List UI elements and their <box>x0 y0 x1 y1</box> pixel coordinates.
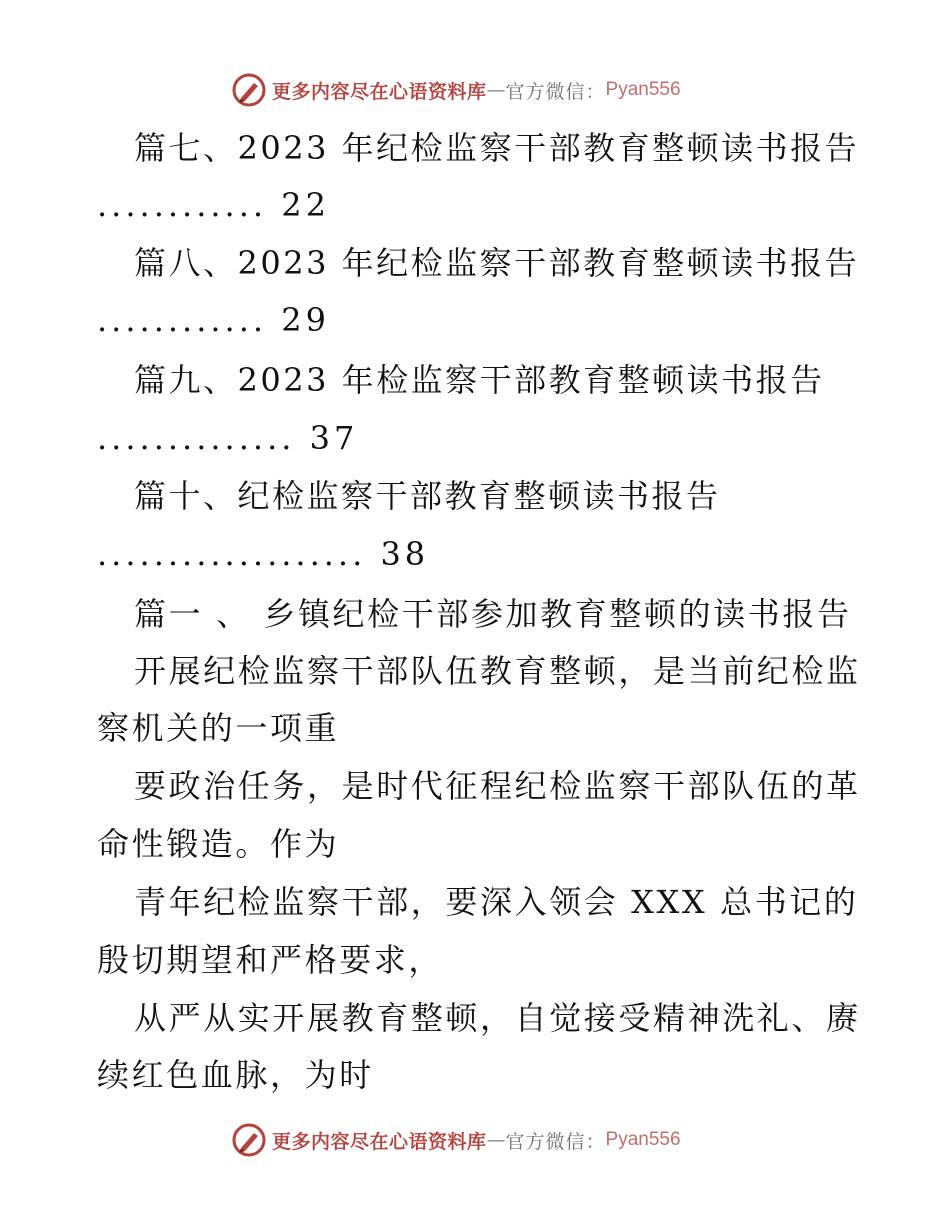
banner-label: 官方微信： <box>505 80 606 103</box>
banner-dash: — <box>486 1129 506 1151</box>
footer-banner <box>232 1122 752 1158</box>
toc-entry-title[interactable]: 篇九、2023 年检监察干部教育整顿读书报告 <box>134 361 825 399</box>
toc-entry-page[interactable]: ................... 38 <box>97 535 430 573</box>
paragraph-line: 命性锻造。作为 <box>97 825 340 863</box>
paragraph-line: 要政治任务，是时代征程纪检监察干部队伍的革 <box>134 767 861 805</box>
toc-entry-title[interactable]: 篇八、2023 年纪检监察干部教育整顿读书报告 <box>134 244 860 282</box>
paragraph-line: 从严从实开展教育整顿，自觉接受精神洗礼、赓 <box>134 999 861 1037</box>
pen-logo-icon <box>232 1123 266 1157</box>
toc-entry-page[interactable]: .............. 37 <box>97 419 359 457</box>
banner-brand: 更多内容尽在心语资料库 <box>272 1130 487 1153</box>
paragraph-line: 殷切期望和严格要求， <box>97 941 444 979</box>
toc-entry-page[interactable]: ............ 22 <box>97 186 330 224</box>
toc-entry-title[interactable]: 篇七、2023 年纪检监察干部教育整顿读书报告 <box>134 129 860 167</box>
toc-entry-title[interactable]: 篇十、纪检监察干部教育整顿读书报告 <box>134 477 721 515</box>
paragraph-line: 续红色血脉，为时 <box>97 1056 374 1094</box>
banner-label: 官方微信： <box>505 1130 606 1153</box>
banner-handle: Pyan556 <box>605 1129 681 1150</box>
article-heading: 篇一 、 乡镇纪检干部参加教育整顿的读书报告 <box>134 595 852 633</box>
banner-handle: Pyan556 <box>605 79 681 100</box>
pen-logo-icon <box>232 73 266 107</box>
banner-brand: 更多内容尽在心语资料库 <box>272 80 487 103</box>
paragraph-line: 察机关的一项重 <box>97 709 340 747</box>
banner-dash: — <box>486 79 506 101</box>
paragraph-line: 青年纪检监察干部，要深入领会 XXX 总书记的 <box>134 883 859 921</box>
toc-entry-page[interactable]: ............ 29 <box>97 301 330 339</box>
header-banner <box>232 72 752 108</box>
paragraph-line: 开展纪检监察干部队伍教育整顿，是当前纪检监 <box>134 652 861 690</box>
